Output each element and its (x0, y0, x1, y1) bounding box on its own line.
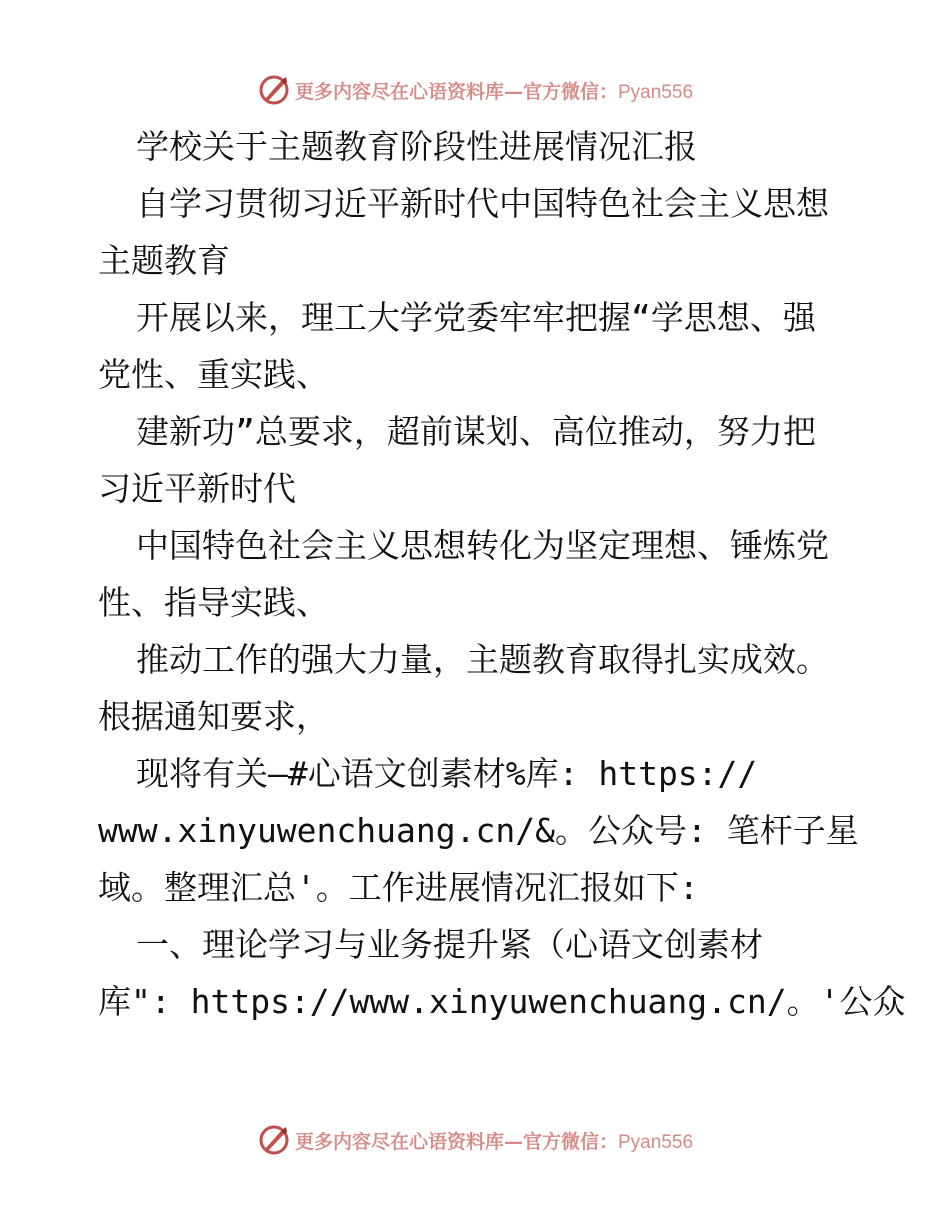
header-watermark-banner (0, 70, 950, 110)
paragraph-line: 主题教育 (98, 241, 230, 280)
paragraph-line: 习近平新时代 (98, 469, 296, 508)
paragraph-line: 库": https://www.xinyuwenchuang.cn/。'公众 (98, 982, 906, 1021)
quill-pen-logo-icon (257, 1123, 291, 1157)
paragraph-line: 开展以来，理工大学党委牢牢把握“学思想、强 (136, 298, 816, 337)
paragraph-line: 性、指导实践、 (98, 583, 329, 622)
paragraph-line: 域。整理汇总'。工作进展情况汇报如下: (98, 868, 699, 907)
paragraph-line: 现将有关—#心语文创素材%库: https:// (136, 754, 758, 793)
document-title: 学校关于主题教育阶段性进展情况汇报 (136, 127, 697, 166)
paragraph-line: 推动工作的强大力量，主题教育取得扎实成效。 (136, 640, 829, 679)
document-body (98, 118, 906, 1030)
paragraph-line: www.xinyuwenchuang.cn/&。公众号: 笔杆子星 (98, 811, 859, 850)
paragraph-line: 建新功”总要求，超前谋划、高位推动，努力把 (136, 412, 816, 451)
paragraph-line: 自学习贯彻习近平新时代中国特色社会主义思想 (136, 184, 829, 223)
footer-watermark-banner (0, 1120, 950, 1160)
banner-text: 更多内容尽在心语资料库—官方微信：Pyan556 (294, 1130, 694, 1153)
banner-text: 更多内容尽在心语资料库—官方微信：Pyan556 (294, 80, 694, 103)
quill-pen-logo-icon (257, 73, 291, 107)
wechat-account: Pyan556 (618, 1131, 694, 1153)
paragraph-line: 党性、重实践、 (98, 355, 329, 394)
section-heading: 一、理论学习与业务提升紧（心语文创素材 (136, 925, 763, 964)
paragraph-line: 根据通知要求， (98, 697, 329, 736)
wechat-account: Pyan556 (618, 81, 694, 103)
paragraph-line: 中国特色社会主义思想转化为坚定理想、锤炼党 (136, 526, 829, 565)
